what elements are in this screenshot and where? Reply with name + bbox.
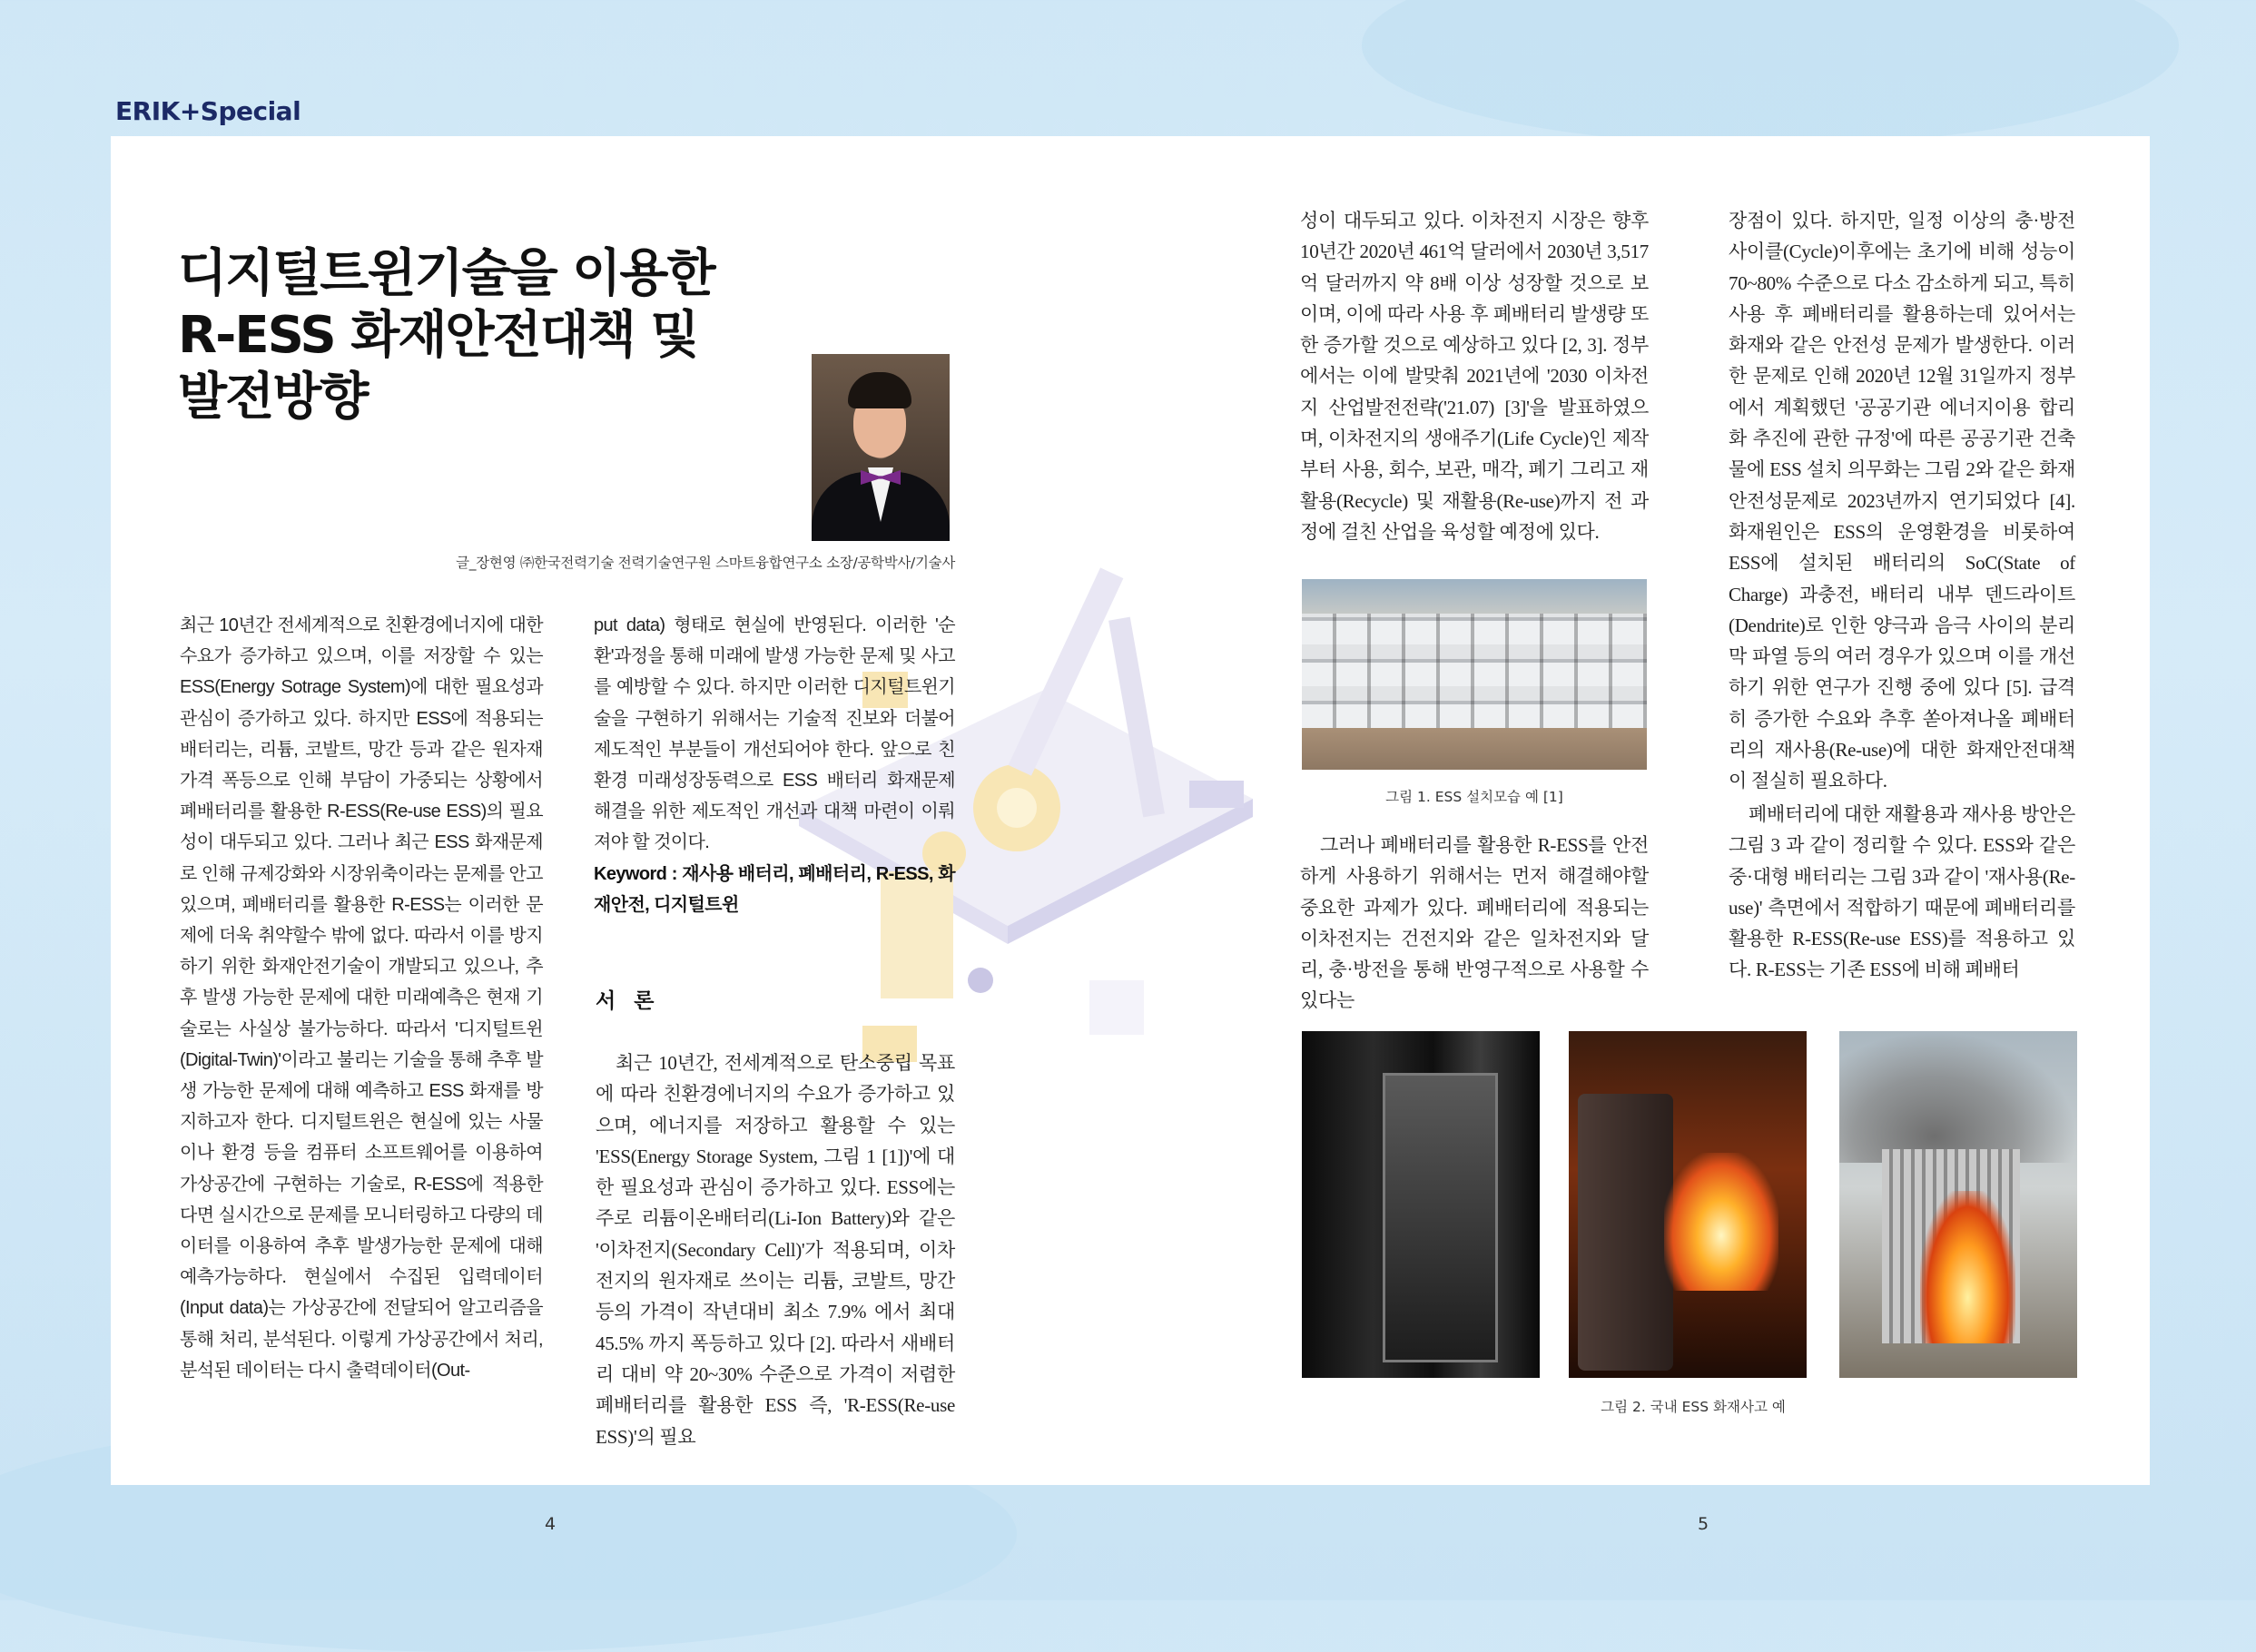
- figure-2-photo-c: [1839, 1031, 2077, 1378]
- body-column-4-bottom: 폐배터리에 대한 재활용과 재사용 방안은 그림 3 과 같이 정리할 수 있다. ESS와 같은 중·대형 배터리는 그림 3과 같이 '재사용(Re-use)' 측면에서 적합하기 때문에 폐배터리를 활용한 R-ESS(Re-use ESS)를 적용하고 있다. R-ESS는 기존 ESS에 비해 폐배터: [1729, 803, 2075, 981]
- section-heading: 서 론: [596, 989, 660, 1013]
- figure-2-photo-b: [1569, 1031, 1807, 1378]
- figure-2-caption: 그림 2. 국내 ESS 화재사고 예: [1601, 1399, 1786, 1415]
- title-line: R-ESS 화재안전대책 및: [178, 306, 698, 365]
- title-line: 발전방향: [178, 368, 368, 427]
- article-title: [178, 243, 723, 428]
- figure-1-photo: [1302, 579, 1647, 770]
- page-number-left: 4: [545, 1514, 557, 1534]
- abstract-column-1: 최근 10년간 전세계적으로 친환경에너지에 대한 수요가 증가하고 있으며, 이를 저장할 수 있는 ESS(Energy Sotrage System)에 대한 필요성과 관심이 증가하고 있다. 하지만 ESS에 적용되는 배터리는, 리튬, 코발트, 망간 등과 같은 원자재 가격 폭등으로 인해 부담이 가중되는 상황에서 폐배터리를 활용한 R-ESS(Re-use ESS)의 필요성이 대두되고 있다. 그러나 최근 ESS 화재문제로 인해 규제강화와 시장위축이라는 문제를 안고 있으며, 폐배터리를 활용한 R-ESS는 이러한 문제에 더욱 취약할수 밖에 없다. 따라서 이를 방지하기 위한 화재안전기술이 개발되고 있으나, 추후 발생 가능한 문제에 대한 미래예측은 현재 기술로는 사실상 불가능하다. 따라서 '디지털트윈(Digital-Twin)'이라고 불리는 기술을 통해 추후 발생 가능한 문제에 대해 예측하고 ESS 화재를 방지하고자 한다. 디지털트윈은 현실에 있는 사물이나 환경 등을 컴퓨터 소프트웨어를 이용하여 가상공간에 구현하는 기술로, R-ESS에 적용한다면 실시간으로 문제를 모니터링하고 다량의 데이터를 이용하여 추후 발생가능한 문제에 대해 예측가능하다. 현실에서 수집된 입력데이터(Input data)는 가상공간에 전달되어 알고리즘을 통해 처리, 분석된다. 이렇게 가상공간에서 처리, 분석된 데이터는 다시 출력데이터(Out-: [180, 615, 543, 1381]
- byline: 글_장현영 ㈜한국전력기술 전력기술연구원 스마트융합연구소 소장/공학박사/기술사: [456, 555, 955, 571]
- intro-column: 최근 10년간, 전세계적으로 탄소중립 목표에 따라 친환경에너지의 수요가 증가하고 있으며, 에너지를 저장하고 활용할 수 있는 'ESS(Energy Storage System, 그림 1 [1])'에 대한 필요성과 관심이 증가하고 있다. ESS에는 주로 리튬이온배터리(Li-Ion Battery)와 같은 '이차전지(Secondary Cell)'가 적용되며, 이차전지의 원자재로 쓰이는 리튬, 코발트, 망간 등의 가격이 작년대비 최소 7.9% 에서 최대 45.5% 까지 폭등하고 있다 [2]. 따라서 새배터리 대비 약 20~30% 수준으로 가격이 저렴한 폐배터리를 활용한 ESS 즉, 'R-ESS(Re-use ESS)'의 필요: [596, 1052, 955, 1448]
- figure-2-photo-a: [1302, 1031, 1540, 1378]
- title-line: 디지털트윈기술을 이용한: [178, 244, 714, 303]
- body-column-4-top: 장점이 있다. 하지만, 일정 이상의 충·방전 사이클(Cycle)이후에는 초기에 비해 성능이 70~80% 수준으로 다소 감소하게 되고, 특히 사용 후 폐배터리를 활용하는데 있어서는 화재와 같은 안전성 문제가 발생한다. 이러한 문제로 인해 2020년 12월 31일까지 정부에서 계획했던 '공공기관 에너지이용 합리화 추진에 관한 규정'에 따른 공공기관 건축물에 ESS 설치 의무화는 그림 2와 같은 화재 안전성문제로 2023년까지 연기되었다 [4]. 화재원인은 ESS의 운영환경을 비롯하여 ESS에 설치된 배터리의 SoC(State of Charge) 과충전, 배터리 내부 덴드라이트(Dendrite)로 인한 양극과 음극 사이의 분리막 파열 등의 여러 경우가 있으며 이를 개선하기 위한 연구가 진행 중에 있다 [5]. 급격히 증가한 수요와 추후 쏟아져나올 폐배터리의 재사용(Re-use)에 대한 화재안전대책이 절실히 필요하다.: [1729, 210, 2075, 792]
- body-column-3-top: 성이 대두되고 있다. 이차전지 시장은 향후 10년간 2020년 461억 달러에서 2030년 3,517억 달러까지 약 8배 이상 성장할 것으로 보이며, 이에 따라 사용 후 폐배터리 발생량 또한 증가할 것으로 예상하고 있다 [2, 3]. 정부에서는 이에 발맞춰 2021년에 '2030 이차전지 산업발전전략('21.07) [3]'을 발표하였으며, 이차전지의 생애주기(Life Cycle)인 제작부터 사용, 회수, 보관, 매각, 폐기 그리고 재활용(Recycle) 및 재활용(Re-use)까지 전 과정에 걸친 산업을 육성할 예정에 있다.: [1300, 210, 1649, 543]
- series-label: ERIK+Special: [115, 96, 301, 126]
- body-column-3-bottom: 그러나 폐배터리를 활용한 R-ESS를 안전하게 사용하기 위해서는 먼저 해결해야할 중요한 과제가 있다. 폐배터리에 적용되는 이차전지는 건전지와 같은 일차전지와 달리, 충·방전을 통해 반영구적으로 사용할 수 있다는: [1300, 834, 1649, 1012]
- keywords: Keyword : 재사용 배터리, 폐배터리, R-ESS, 화재안전, 디지털트윈: [594, 863, 955, 915]
- abstract-column-2: put data) 형태로 현실에 반영된다. 이러한 '순환'과정을 통해 미래에 발생 가능한 문제 및 사고를 예방할 수 있다. 하지만 이러한 디지털트윈기술을 구현하기 위해서는 기술적 진보와 더불어 제도적인 부분들이 개선되어야 한다. 앞으로 친환경 미래성장동력으로 ESS 배터리 화재문제 해결을 위한 제도적인 개선과 대책 마련이 이뤄져야 할 것이다. Keyword : 재사용 배터리, 폐배터리, R-ESS, 화재안전, 디지털트윈: [594, 610, 955, 920]
- background-shape: [1362, 0, 2179, 145]
- page-number-right: 5: [1698, 1514, 1709, 1534]
- figure-1-caption: 그림 1. ESS 설치모습 예 [1]: [1385, 789, 1563, 805]
